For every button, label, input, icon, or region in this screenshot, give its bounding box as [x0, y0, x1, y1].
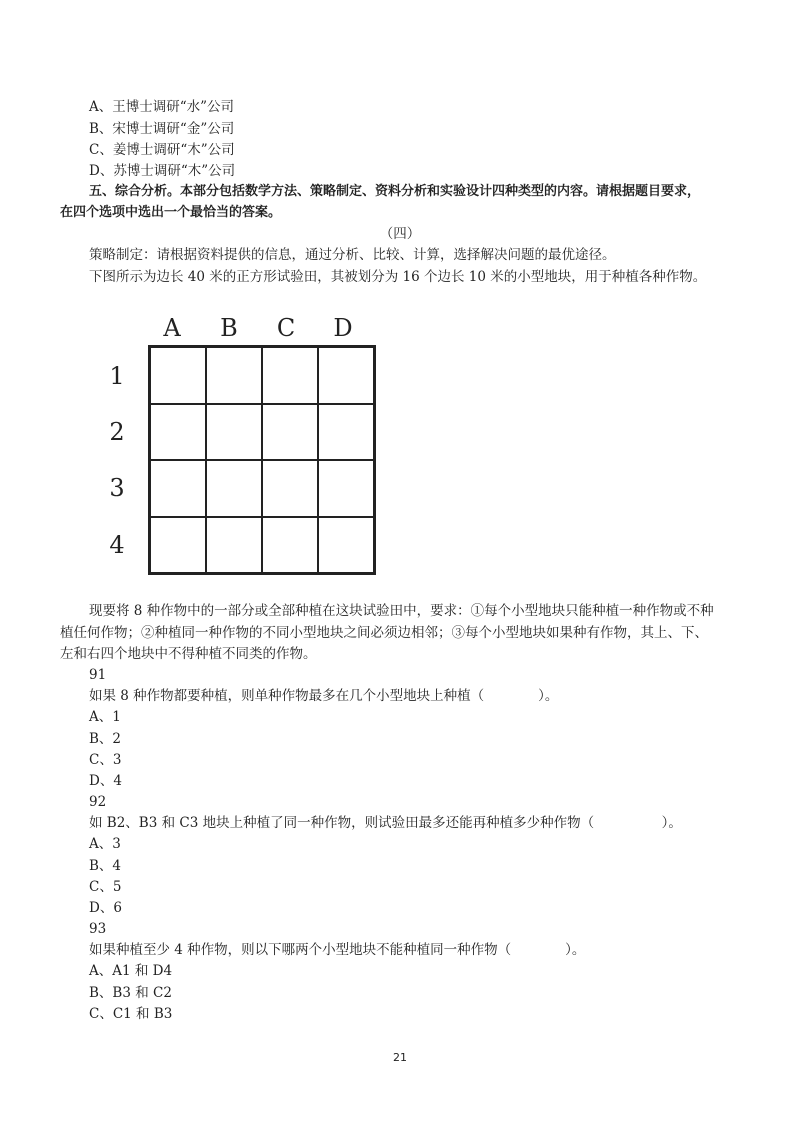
requirements-line-1: 现要将 8 种作物中的一部分或全部种植在这块试验田中，要求：①每个小型地块只能种植一种作物或不种 [89, 603, 714, 619]
plot-b4 [206, 517, 262, 574]
question-92-option-b[interactable]: B、4 [89, 858, 122, 874]
plot-b3 [206, 460, 262, 517]
requirements-line-2: 植任何作物；②种植同一种作物的不同小型地块之间必须边相邻；③每个小型地块如果种有作物，其上、下、 [60, 625, 708, 641]
row-label-4: 4 [109, 531, 125, 559]
question-91-option-a[interactable]: A、1 [89, 709, 121, 725]
question-92-option-c[interactable]: C、5 [89, 879, 122, 895]
field-grid [148, 345, 376, 575]
question-91-option-b[interactable]: B、2 [89, 731, 122, 747]
question-92-option-d[interactable]: D、6 [89, 900, 122, 916]
prev-option-d: D、苏博士调研“木”公司 [89, 163, 236, 179]
prev-option-b: B、宋博士调研“金”公司 [89, 121, 235, 137]
column-label-a: A [163, 314, 181, 342]
section-heading-line2: 在四个选项中选出一个最恰当的答案。 [60, 205, 282, 220]
plot-b2 [206, 404, 262, 461]
prev-option-a: A、王博士调研“水”公司 [89, 99, 235, 115]
row-label-1: 1 [109, 362, 125, 390]
question-92-text: 如 B2、B3 和 C3 地块上种植了同一种作物，则试验田最多还能再种植多少种作物（ ）。 [89, 815, 682, 831]
plot-c3 [262, 460, 318, 517]
plot-d4 [318, 517, 374, 574]
question-91-number: 91 [89, 667, 107, 683]
question-91-text: 如果 8 种作物都要种植，则单种作物最多在几个小型地块上种植（ ）。 [89, 688, 559, 704]
plot-c1 [262, 347, 318, 404]
plot-d1 [318, 347, 374, 404]
plot-a2 [150, 404, 206, 461]
section-heading-line1: 五、综合分析。本部分包括数学方法、策略制定、资料分析和实验设计四种类型的内容。请根据题目要求， [89, 184, 701, 199]
plot-b1 [206, 347, 262, 404]
row-label-2: 2 [109, 418, 125, 446]
row-label-3: 3 [109, 474, 125, 502]
column-label-b: B [220, 314, 238, 342]
question-91-option-c[interactable]: C、3 [89, 752, 122, 768]
question-92-number: 92 [89, 794, 107, 810]
page-number: 21 [393, 1051, 407, 1064]
plot-c4 [262, 517, 318, 574]
plot-d2 [318, 404, 374, 461]
question-93-option-a[interactable]: A、A1 和 D4 [89, 963, 173, 979]
part-label: （四） [379, 226, 421, 242]
plot-d3 [318, 460, 374, 517]
question-93-option-c[interactable]: C、C1 和 B3 [89, 1006, 173, 1022]
plot-c2 [262, 404, 318, 461]
column-label-c: C [276, 314, 296, 342]
question-91-option-d[interactable]: D、4 [89, 773, 122, 789]
plot-a4 [150, 517, 206, 574]
intro-line-1: 策略制定：请根据资料提供的信息，通过分析、比较、计算，选择解决问题的最优途径。 [89, 247, 616, 263]
column-label-d: D [333, 314, 353, 342]
question-93-option-b[interactable]: B、B3 和 C2 [89, 985, 172, 1001]
requirements-line-3: 左和右四个地块中不得种植不同类的作物。 [60, 646, 317, 662]
question-92-option-a[interactable]: A、3 [89, 836, 121, 852]
prev-option-c: C、姜博士调研“木”公司 [89, 142, 235, 158]
plot-a1 [150, 347, 206, 404]
question-93-text: 如果种植至少 4 种作物，则以下哪两个小型地块不能种植同一种作物（ ）。 [89, 942, 586, 958]
question-93-number: 93 [89, 921, 107, 937]
intro-line-2: 下图所示为边长 40 米的正方形试验田，其被划分为 16 个边长 10 米的小型地块，用于种植各种作物。 [89, 269, 707, 285]
plot-a3 [150, 460, 206, 517]
